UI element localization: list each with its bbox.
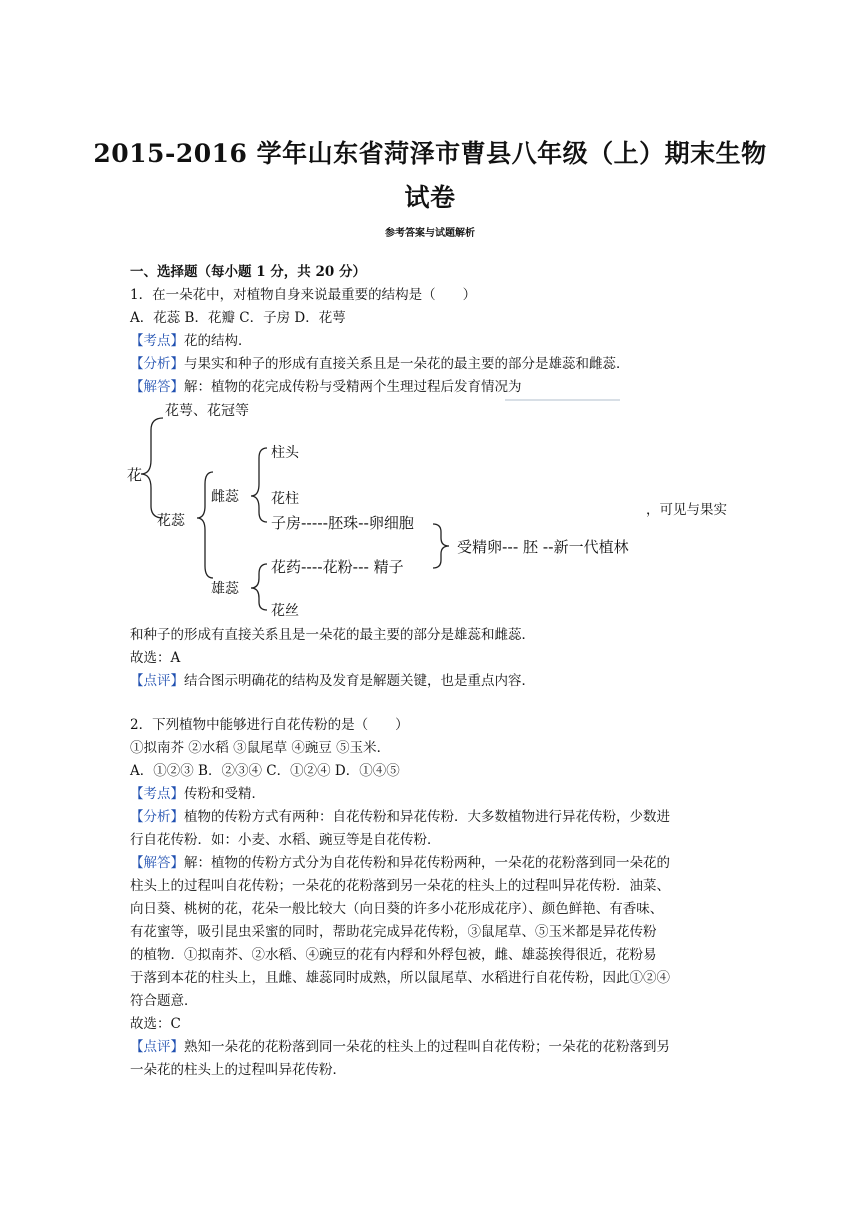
q2-jieda-line5: 的植物．①拟南芥、②水稻、④豌豆的花有内稃和外稃包被，雌、雄蕊挨得很近，花粉易: [130, 947, 657, 963]
q2-items: ①拟南芥 ②水稻 ③鼠尾草 ④豌豆 ⑤玉米．: [130, 740, 391, 756]
q2-jieda-line6: 于落到本花的柱头上，且雌、雄蕊同时成熟，所以鼠尾草、水稻进行自花传粉，因此①②④: [130, 970, 670, 986]
diagram-label-ovary-chain: 子房-----胚珠--卵细胞: [271, 514, 414, 532]
kaodian-tag: 【考点】: [130, 786, 184, 802]
q1-fenxi: [130, 354, 740, 374]
page-title-line1: 2015-2016 学年山东省菏泽市曹县八年级（上）期末生物: [93, 139, 767, 168]
q2-fenxi-text-1: 植物的传粉方式有两种：自花传粉和异花传粉．大多数植物进行异花传粉，少数进: [184, 809, 670, 825]
q1-stem: 1．在一朵花中，对植物自身来说最重要的结构是（ ）: [130, 287, 477, 303]
q1-jieda-after-diagram: ，可见与果实: [646, 502, 727, 518]
q1-dianping: [130, 671, 740, 691]
jieda-tag: 【解答】: [130, 379, 184, 395]
diagram-label-style: 花柱: [271, 491, 299, 507]
q1-jieda-continuation: 和种子的形成有直接关系且是一朵花的最主要的部分是雄蕊和雌蕊．: [130, 627, 535, 643]
kaodian-tag: 【考点】: [130, 333, 184, 349]
q2-dianping-line1: [130, 1037, 740, 1057]
q2-answer: 故选：C: [130, 1016, 181, 1032]
q2-jieda-line7: 符合题意．: [130, 993, 198, 1009]
diagram-label-stamen-pistil: 花蕊: [157, 513, 185, 529]
dianping-tag: 【点评】: [130, 673, 184, 689]
q2-kaodian-text: 传粉和受精．: [184, 786, 265, 802]
diagram-label-stigma: 柱头: [271, 445, 299, 461]
diagram-label-anther-chain: 花药----花粉--- 精子: [271, 558, 404, 576]
section-heading: 一、选择题（每小题 1 分，共 20 分）: [130, 264, 366, 280]
q2-stem: 2．下列植物中能够进行自花传粉的是（ ）: [130, 717, 409, 733]
q1-kaodian: [130, 331, 740, 351]
q1-kaodian-text: 花的结构．: [184, 333, 252, 349]
q2-jieda-line2: 柱头上的过程叫自花传粉；一朵花的花粉落到另一朵花的柱头上的过程叫异花传粉．油菜、: [130, 878, 670, 894]
q2-fenxi-line1: [130, 807, 740, 827]
diagram-label-filament: 花丝: [271, 603, 299, 619]
q2-fenxi-line2: 行自花传粉．如：小麦、水稻、豌豆等是自花传粉．: [130, 832, 441, 848]
q2-jieda-text-1: 解：植物的传粉方式分为自花传粉和异花传粉两种，一朵花的花粉落到同一朵花的: [184, 855, 670, 871]
q1-jieda: [130, 377, 740, 397]
q2-jieda-line1: [130, 853, 740, 873]
page-subtitle: 参考答案与试题解析: [385, 228, 475, 239]
dianping-tag: 【点评】: [130, 1039, 184, 1055]
fenxi-tag: 【分析】: [130, 809, 184, 825]
page-title-line2: 试卷: [404, 183, 456, 212]
q2-kaodian: [130, 784, 740, 804]
q1-answer: 故选：A: [130, 650, 181, 666]
diagram-brackets: [125, 398, 645, 620]
q2-dianping-line2: 一朵花的柱头上的过程叫异花传粉．: [130, 1062, 346, 1078]
diagram-label-result: 受精卵--- 胚 --新一代植林: [457, 538, 629, 556]
diagram-label-pistil: 雌蕊: [211, 489, 239, 505]
fenxi-tag: 【分析】: [130, 356, 184, 372]
q2-dianping-text-1: 熟知一朵花的花粉落到同一朵花的柱头上的过程叫自花传粉；一朵花的花粉落到另: [184, 1039, 670, 1055]
diagram-label-sepal-petal: 花萼、花冠等: [165, 403, 249, 419]
diagram-label-flower: 花: [127, 466, 143, 484]
diagram-label-stamen: 雄蕊: [211, 581, 239, 597]
q1-options: A．花蕊 B．花瓣 C．子房 D．花萼: [130, 310, 346, 326]
q1-dianping-text: 结合图示明确花的结构及发育是解题关键，也是重点内容．: [184, 673, 535, 689]
jieda-tag: 【解答】: [130, 855, 184, 871]
flower-structure-diagram: [125, 398, 645, 620]
q2-jieda-line3: 向日葵、桃树的花，花朵一般比较大（向日葵的许多小花形成花序）、颜色鲜艳、有香味、: [130, 901, 664, 917]
q1-fenxi-text: 与果实和种子的形成有直接关系且是一朵花的最主要的部分是雄蕊和雌蕊．: [184, 356, 630, 372]
q2-jieda-line4: 有花蜜等，吸引昆虫采蜜的同时，帮助花完成异花传粉，③鼠尾草、⑤玉米都是异花传粉: [130, 924, 657, 940]
q1-jieda-text: 解：植物的花完成传粉与受精两个生理过程后发育情况为: [184, 379, 522, 395]
q2-options: A．①②③ B．②③④ C．①②④ D．①④⑤: [130, 763, 400, 779]
